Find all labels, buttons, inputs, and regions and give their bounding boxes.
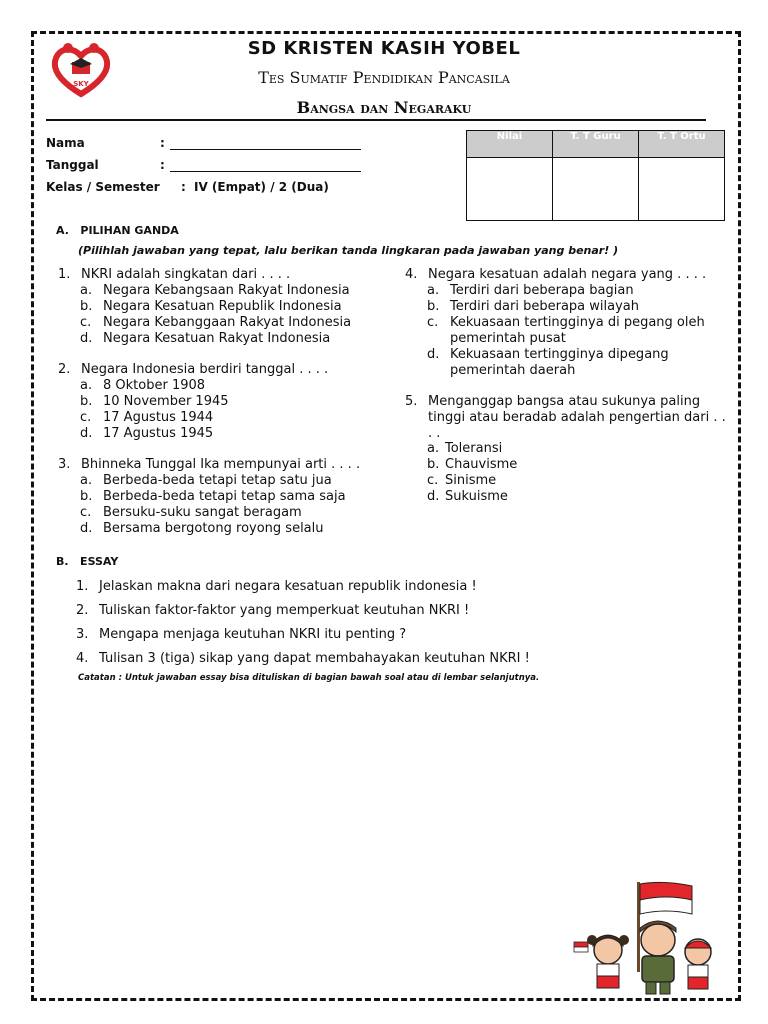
- q2-option-b[interactable]: [80, 394, 92, 410]
- class-semester-colon: :: [181, 180, 186, 194]
- q3-option-c-text: Bersuku-suku sangat beragam: [103, 505, 302, 520]
- score-header-nilai: Nilai: [467, 131, 553, 158]
- q4-option-a-text: Terdiri dari beberapa bagian: [450, 283, 634, 298]
- q2-option-b-text: 10 November 1945: [103, 394, 229, 409]
- option-letter: c.: [427, 473, 439, 488]
- class-semester-value: IV (Empat) / 2 (Dua): [194, 180, 329, 194]
- essay-number: 1.: [76, 579, 89, 594]
- date-input-line[interactable]: [170, 171, 361, 172]
- option-letter: b.: [80, 299, 93, 314]
- question-number: 4.: [405, 267, 418, 282]
- q3-option-d[interactable]: [80, 521, 92, 537]
- option-letter: b.: [80, 489, 93, 504]
- essay-number: 4.: [76, 651, 89, 666]
- option-letter: b.: [427, 457, 440, 472]
- option-letter: d.: [80, 521, 93, 536]
- question-text: Negara Indonesia berdiri tanggal . . . .: [81, 362, 329, 377]
- question-text: Menganggap bangsa atau sukunya paling tinggi atau beradab adalah pengertian dari . . . .: [428, 394, 726, 441]
- option-letter: a.: [80, 378, 93, 393]
- date-colon: :: [160, 158, 165, 172]
- option-letter: c.: [80, 505, 92, 520]
- option-letter: d.: [427, 489, 440, 504]
- score-header-teacher-sign: T. T Guru: [553, 131, 639, 158]
- question-text: NKRI adalah singkatan dari . . . .: [81, 267, 291, 282]
- question-number: 5.: [405, 394, 418, 409]
- q1-option-c[interactable]: [80, 315, 91, 331]
- q5-option-c-text: Sinisme: [445, 473, 497, 488]
- q3-option-c[interactable]: [80, 505, 91, 521]
- children-flag-illustration: [568, 880, 728, 998]
- question-number: 2.: [58, 362, 71, 377]
- q3-option-a-text: Berbeda-beda tetapi tetap satu jua: [103, 473, 332, 488]
- option-letter: a.: [427, 441, 440, 456]
- q4-option-b[interactable]: [427, 299, 439, 315]
- q1-option-d-text: Negara Kesatuan Rakyat Indonesia: [103, 331, 331, 346]
- question-text: Bhinneka Tunggal Ika mempunyai arti . . . .: [81, 457, 361, 472]
- score-cell-nilai[interactable]: [467, 158, 553, 221]
- question-number: 3.: [58, 457, 71, 472]
- option-letter: b.: [80, 394, 93, 409]
- essay-question-3: Mengapa menjaga keutuhan NKRI itu penting ?: [99, 627, 407, 642]
- option-letter: c.: [427, 315, 439, 330]
- essay-number: 2.: [76, 603, 89, 618]
- q2-option-d[interactable]: [80, 426, 92, 442]
- option-letter: d.: [80, 426, 93, 441]
- q1-option-a-text: Negara Kebangsaan Rakyat Indonesia: [103, 283, 350, 298]
- class-semester-label: Kelas / Semester: [46, 180, 160, 194]
- option-letter: d.: [80, 331, 93, 346]
- q3-option-b[interactable]: [80, 489, 92, 505]
- header-divider: [46, 119, 706, 121]
- q5-option-a-text: Toleransi: [445, 441, 503, 456]
- q2-option-c[interactable]: [80, 410, 91, 426]
- essay-question-2: Tuliskan faktor-faktor yang memperkuat keutuhan NKRI !: [99, 603, 470, 618]
- q1-option-d[interactable]: [80, 331, 92, 347]
- score-cell-teacher-sign[interactable]: [553, 158, 639, 221]
- name-input-line[interactable]: [170, 149, 361, 150]
- q4-option-c-text: Kekuasaan tertingginya di pegang oleh pemerintah pusat: [450, 315, 705, 346]
- option-letter: a.: [80, 283, 93, 298]
- q2-option-c-text: 17 Agustus 1944: [103, 410, 214, 425]
- q4-option-d[interactable]: [427, 347, 439, 363]
- q1-option-b[interactable]: [80, 299, 92, 315]
- q5-option-d[interactable]: [427, 489, 439, 505]
- name-label: Nama: [46, 136, 85, 150]
- q5-option-d-text: Sukuisme: [445, 489, 508, 504]
- q5-option-a[interactable]: [427, 441, 439, 457]
- q5-option-b[interactable]: [427, 457, 439, 473]
- q1-option-a[interactable]: [80, 283, 92, 299]
- q1-option-b-text: Negara Kesatuan Republik Indonesia: [103, 299, 342, 314]
- option-letter: b.: [427, 299, 440, 314]
- q4-option-c[interactable]: [427, 315, 438, 331]
- question-number: 1.: [58, 267, 71, 282]
- q3-option-a[interactable]: [80, 473, 92, 489]
- q2-option-d-text: 17 Agustus 1945: [103, 426, 214, 441]
- q4-option-d-text: Kekuasaan tertingginya dipegang pemerintah daerah: [450, 347, 669, 378]
- section-a-title: A. PILIHAN GANDA: [56, 224, 179, 237]
- option-letter: d.: [427, 347, 440, 362]
- section-b-title: B. ESSAY: [56, 555, 119, 568]
- school-name: SD KRISTEN KASIH YOBEL: [247, 38, 521, 59]
- option-letter: a.: [427, 283, 440, 298]
- q5-option-c[interactable]: [427, 473, 438, 489]
- question-text: Negara kesatuan adalah negara yang . . . .: [428, 267, 707, 282]
- date-label: Tanggal: [46, 158, 99, 172]
- score-table: [466, 130, 725, 221]
- topic-title: Bangsa dan Negaraku: [296, 98, 472, 117]
- section-a-instruction: (Pilihlah jawaban yang tepat, lalu berikan tanda lingkaran pada jawaban yang benar! ): [78, 244, 619, 257]
- q2-option-a[interactable]: [80, 378, 92, 394]
- logo-text: SKY: [73, 80, 89, 88]
- q4-option-a[interactable]: [427, 283, 439, 299]
- option-letter: a.: [80, 473, 93, 488]
- q3-option-d-text: Bersama bergotong royong selalu: [103, 521, 324, 536]
- score-header-parent-sign: T. T Ortu: [639, 131, 725, 158]
- q5-option-b-text: Chauvisme: [445, 457, 518, 472]
- essay-question-4: Tulisan 3 (tiga) sikap yang dapat membahayakan keutuhan NKRI !: [99, 651, 530, 666]
- option-letter: c.: [80, 410, 92, 425]
- test-title: Tes Sumatif Pendidikan Pancasila: [258, 68, 510, 87]
- score-cell-parent-sign[interactable]: [639, 158, 725, 221]
- essay-number: 3.: [76, 627, 89, 642]
- name-colon: :: [160, 136, 165, 150]
- option-letter: c.: [80, 315, 92, 330]
- q4-option-b-text: Terdiri dari beberapa wilayah: [450, 299, 639, 314]
- q3-option-b-text: Berbeda-beda tetapi tetap sama saja: [103, 489, 346, 504]
- q2-option-a-text: 8 Oktober 1908: [103, 378, 206, 393]
- essay-question-1: Jelaskan makna dari negara kesatuan republik indonesia !: [99, 579, 477, 594]
- essay-note: Catatan : Untuk jawaban essay bisa dituliskan di bagian bawah soal atau di lembar selanjutnya.: [78, 673, 540, 683]
- q1-option-c-text: Negara Kebanggaan Rakyat Indonesia: [103, 315, 352, 330]
